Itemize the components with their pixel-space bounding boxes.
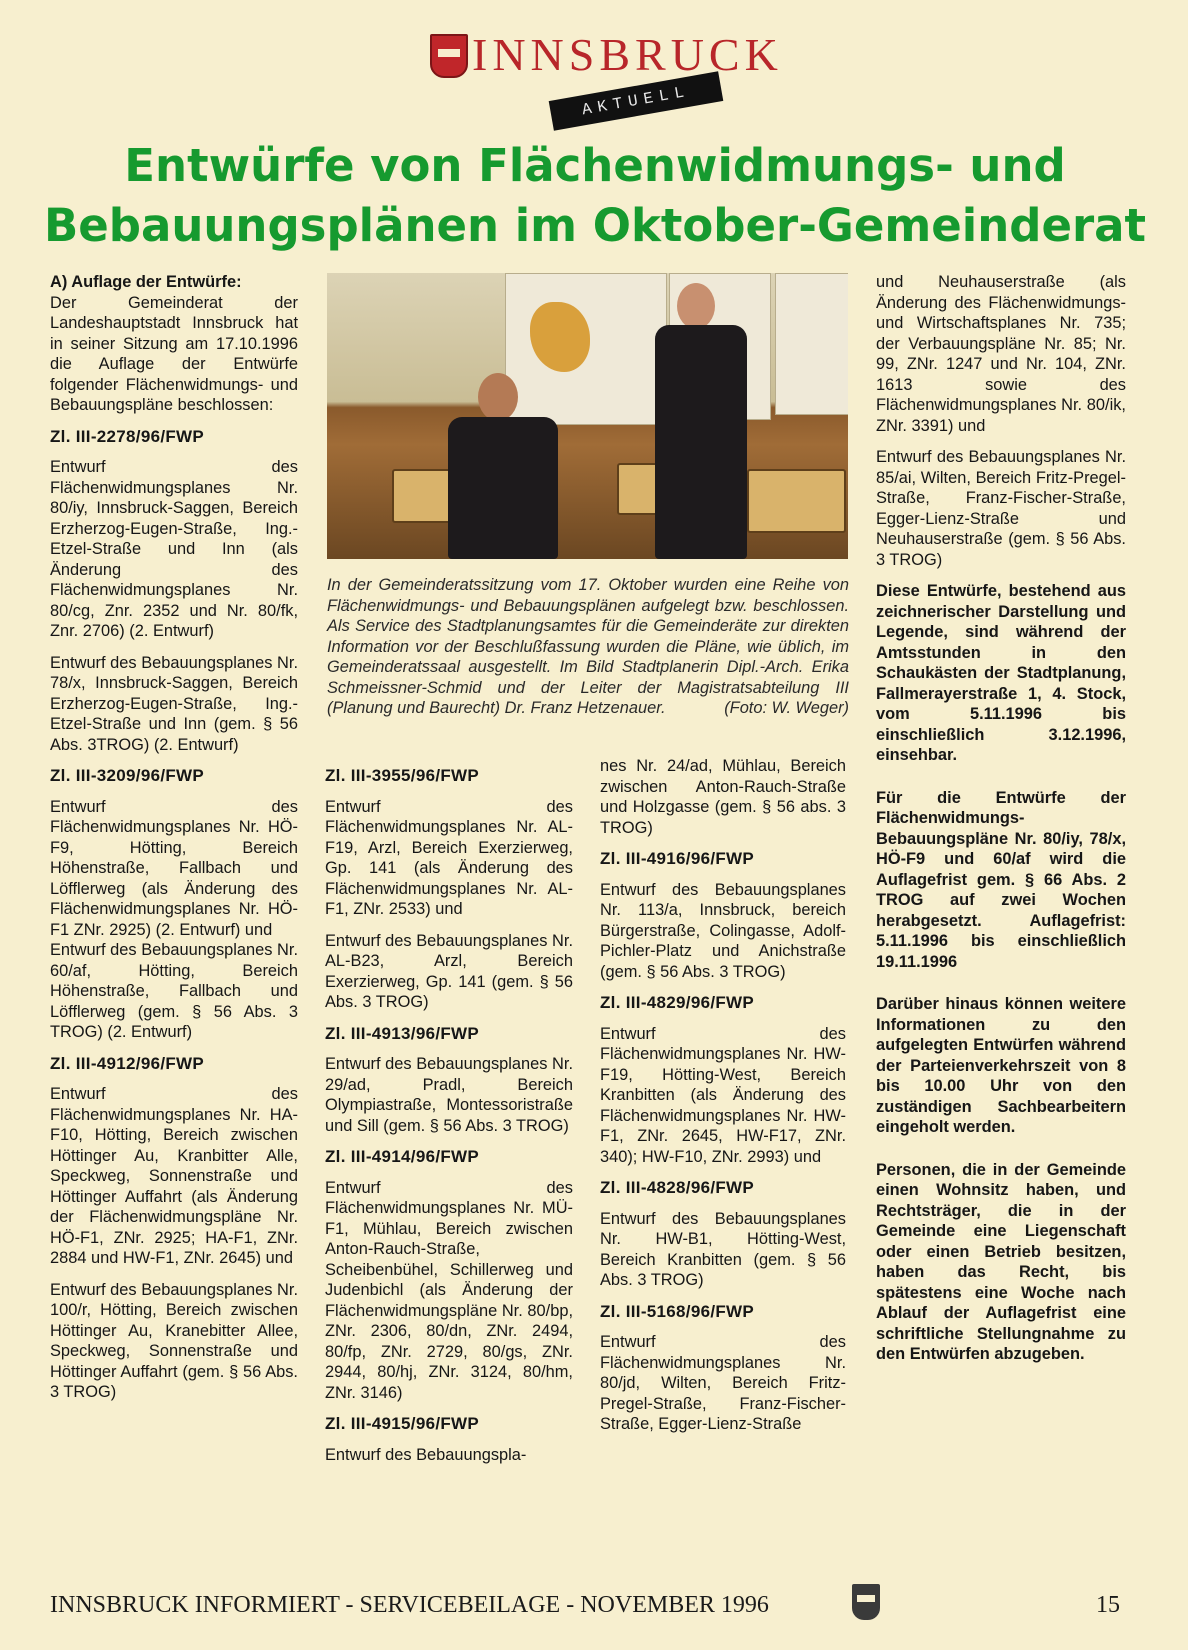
- wall-map: [775, 273, 848, 415]
- plan-entry: Entwurf des Bebauungspla-: [325, 1445, 527, 1464]
- masthead-logo: [430, 28, 783, 120]
- plan-entry: Entwurf des Bebauungsplanes Nr. 60/af, Hötting, Bereich Höhenstraße, Fallbach und Löfflerweg (gem. § 56 Abs. 3 TROG) (2. Entwurf): [50, 941, 298, 1041]
- notice-paragraph: Für die Entwürfe der Flächenwidmungs- Bebauungspläne Nr. 80/iy, 78/x, HÖ-F9 und 60/af wird die Auflagefrist gem. § 66 Abs. 2 TROG auf zwei Wochen herabgesetzt. Auflagefrist: 5.11.1996 bis einschließlich 19.11.1996: [876, 788, 1126, 971]
- notice-paragraph: Diese Entwürfe, bestehend aus zeichnerischer Darstellung und Legende, sind während der Amtsstunden in den Schaukästen der Stadtplanung, Fallmerayerstraße 1, 4. Stock, vom 5.11.1996 bis einschließlich 3.12.1996, einsehbar.: [876, 582, 1126, 764]
- reference-number: Zl. III-4828/96/FWP: [600, 1178, 755, 1197]
- reference-number: Zl. III-4912/96/FWP: [50, 1053, 205, 1073]
- plan-entry: nes Nr. 24/ad, Mühlau, Bereich zwischen Anton-Rauch-Straße und Holzgasse (gem. § 56 abs. 3 TROG): [600, 757, 846, 837]
- city-crest-icon: [430, 34, 468, 78]
- plan-entry: Entwurf des Flächenwidmungsplanes Nr. 80/jd, Wilten, Bereich Fritz-Pregel-Straße, Franz-Fischer-Straße, Egger-Lienz-Straße: [600, 1333, 846, 1433]
- reference-number: Zl. III-4914/96/FWP: [325, 1147, 480, 1166]
- masthead-title: INNSBRUCK: [472, 29, 783, 80]
- photo-caption: [327, 575, 849, 719]
- plan-entry: Entwurf des Bebauungsplanes Nr. 29/ad, Pradl, Bereich Olympiastraße, Montessoristraße und Sill (gem. § 56 Abs. 3 TROG): [325, 1055, 573, 1135]
- reference-number: Zl. III-4913/96/FWP: [325, 1023, 480, 1043]
- person-seated: [442, 373, 572, 559]
- plan-entry: Entwurf des Flächenwidmungsplanes Nr. AL-F19, Arzl, Bereich Exerzierweg, Gp. 141 (als Änderung des Flächenwidmungsplanes Nr. AL-F1, ZNr. 2533) und: [325, 797, 573, 918]
- notice-paragraph: Darüber hinaus können weitere Informationen zu den aufgelegten Entwürfen während der Parteienverkehrszeit von 8 bis 10.00 Uhr von den zuständigen Sachbearbeitern eingeholt werden.: [876, 995, 1126, 1136]
- article-headline: Entwürfe von Flächenwidmungs- und Bebauungsplänen im Oktober-Gemeinderat: [43, 139, 1147, 252]
- plan-entry: Entwurf des Flächenwidmungsplanes Nr. 80/iy, Innsbruck-Saggen, Bereich Erzherzog-Eugen-Straße, Ing.-Etzel-Straße und Inn (als Änderung des Flächenwidmungsplanes Nr. 80/cg, Znr. 2352 und Nr. 80/fk, Znr. 2706) (2. Entwurf): [50, 458, 298, 640]
- person-standing: [647, 283, 757, 559]
- column-2: [325, 756, 573, 1476]
- plan-entry: Entwurf des Bebauungsplanes Nr. 113/a, Innsbruck, bereich Bürgerstraße, Colingasse, Adolf-Pichler-Platz und Anichstraße (gem. § 56 Abs. 3 TROG): [600, 880, 846, 981]
- city-crest-icon: [852, 1584, 880, 1620]
- plan-entry: Entwurf des Bebauungsplanes Nr. 78/x, Innsbruck-Saggen, Bereich Erzherzog-Eugen-Straße, Ing.-Etzel-Straße und Inn (gem. § 56 Abs. 3TROG) (2. Entwurf): [50, 653, 298, 754]
- plan-entry: Entwurf des Flächenwidmungsplanes Nr. HÖ-F9, Hötting, Bereich Höhenstraße, Fallbach und Löfflerweg (als Änderung des Flächenwidmungsplanes Nr. HÖ-F1 ZNr. 2925) (2. Entwurf) und: [50, 797, 298, 939]
- aktuell-ribbon: AKTUELL: [549, 71, 724, 130]
- notice-paragraph: Personen, die in der Gemeinde einen Wohnsitz haben, und Rechtsträger, die in der Gemeinde eine Liegenschaft oder einen Betrieb besitzen, haben das Recht, bis spätestens eine Woche nach Ablauf der Auflagefrist eine schriftliche Stellungnahme zu den Entwürfen abzugeben.: [876, 1160, 1126, 1363]
- photo-credit: (Foto: W. Weger): [724, 699, 849, 717]
- reference-number: Zl. III-3209/96/FWP: [50, 766, 205, 785]
- reference-number: Zl. III-4829/96/FWP: [600, 993, 755, 1012]
- reference-number: Zl. III-4916/96/FWP: [600, 849, 755, 868]
- chair: [747, 469, 846, 533]
- reference-number: Zl. III-4915/96/FWP: [325, 1414, 480, 1433]
- intro-paragraph: [50, 272, 298, 416]
- plan-entry: Entwurf des Bebauungsplanes Nr. HW-B1, Hötting-West, Bereich Kranbitten (gem. § 56 Abs. 3 TROG): [600, 1209, 846, 1289]
- plan-entry: Entwurf des Flächenwidmungsplanes Nr. MÜ-F1, Mühlau, Bereich zwischen Anton-Rauch-Straße, Scheibenbühel, Schillerweg und Judenbichl (als Änderung der Flächenwidmungspläne Nr. 80/bp, ZNr. 2306, 80/dn, ZNr. 2494, 80/fp, ZNr. 2729, 80/gs, ZNr. 2944, 80/hj, ZNr. 3124, 80/hm, ZNr. 3146): [325, 1178, 573, 1402]
- plan-entry: Entwurf des Flächenwidmungsplanes Nr. HA-F10, Hötting, Bereich zwischen Höttinger Au, Kranbitter Alle, Speckweg, Sonnenstraße und Höttinger Auffahrt (als Änderung der Flächenwidmungspläne Nr. HÖ-F1, ZNr. 2925; HA-F1, ZNr. 2884 und HW-F1, ZNr. 2645) und: [50, 1085, 298, 1267]
- intro-lead: A) Auflage der Entwürfe:: [50, 273, 242, 291]
- column-3: [600, 756, 846, 1446]
- plan-entry: Entwurf des Flächenwidmungsplanes Nr. HW-F19, Hötting-West, Bereich Kranbitten (als Änderung des Flächenwidmungsplanes Nr. HW-F1, ZNr. 2645, HW-F17, ZNr. 340); HW-F10, ZNr. 2993) und: [600, 1024, 846, 1166]
- reference-number: Zl. III-2278/96/FWP: [50, 426, 205, 446]
- plan-entry: Entwurf des Bebauungsplanes Nr. AL-B23, Arzl, Bereich Exerzierweg, Gp. 141 (gem. § 56 Abs. 3 TROG): [325, 931, 573, 1011]
- footer-text: INNSBRUCK INFORMIERT - SERVICEBEILAGE - NOVEMBER 1996: [50, 1592, 769, 1618]
- column-4: [876, 272, 1126, 1387]
- notice-block: [876, 581, 1126, 1365]
- reference-number: Zl. III-3955/96/FWP: [325, 766, 480, 785]
- reference-number: Zl. III-5168/96/FWP: [600, 1301, 755, 1321]
- meeting-photo: [327, 273, 848, 559]
- intro-text: Der Gemeinderat der Landeshauptstadt Innsbruck hat in seiner Sitzung am 17.10.1996 die Auflage der Entwürfe folgender Flächenwidmungs- und Bebauungspläne beschlossen:: [50, 293, 298, 414]
- page-number: 15: [1096, 1592, 1120, 1618]
- plan-entry: und Neuhauserstraße (als Änderung des Flächenwidmungs- und Wirtschaftsplanes Nr. 735; der Verbauungspläne Nr. 85; Nr. 99, ZNr. 1247 und Nr. 104, ZNr. 1613 sowie des Flächenwidmungsplanes Nr. 80/ik, ZNr. 3391) und: [876, 273, 1126, 435]
- column-1: [50, 272, 298, 1414]
- plan-entry: Entwurf des Bebauungsplanes Nr. 85/ai, Wilten, Bereich Fritz-Pregel-Straße, Franz-Fischer-Straße, Egger-Lienz-Straße und Neuhauserstraße (gem. § 56 Abs. 3 TROG): [876, 448, 1126, 569]
- page-footer: [50, 1592, 1120, 1622]
- plan-entry: Entwurf des Bebauungsplanes Nr. 100/r, Hötting, Bereich zwischen Höttinger Au, Kranebitter Allee, Speckweg, Sonnenstraße und Höttinger Auffahrt (gem. § 56 Abs. 3 TROG): [50, 1280, 298, 1401]
- caption-text: In der Gemeinderatssitzung vom 17. Oktober wurden eine Reihe von Flächenwidmungs- und Bebauungsplänen aufgelegt bzw. beschlossen. Als Service des Stadtplanungsamtes für die Gemeinderäte zur direkten Information vor der Beschlußfassung wurden die Pläne, wie üblich, im Gemeinderatssaal ausgestellt. Im Bild Stadtplanerin Dipl.-Arch. Erika Schmeissner-Schmid und der Leiter der Magistratsabteilung III (Planung und Baurecht) Dr. Franz Hetzenauer.: [327, 576, 849, 717]
